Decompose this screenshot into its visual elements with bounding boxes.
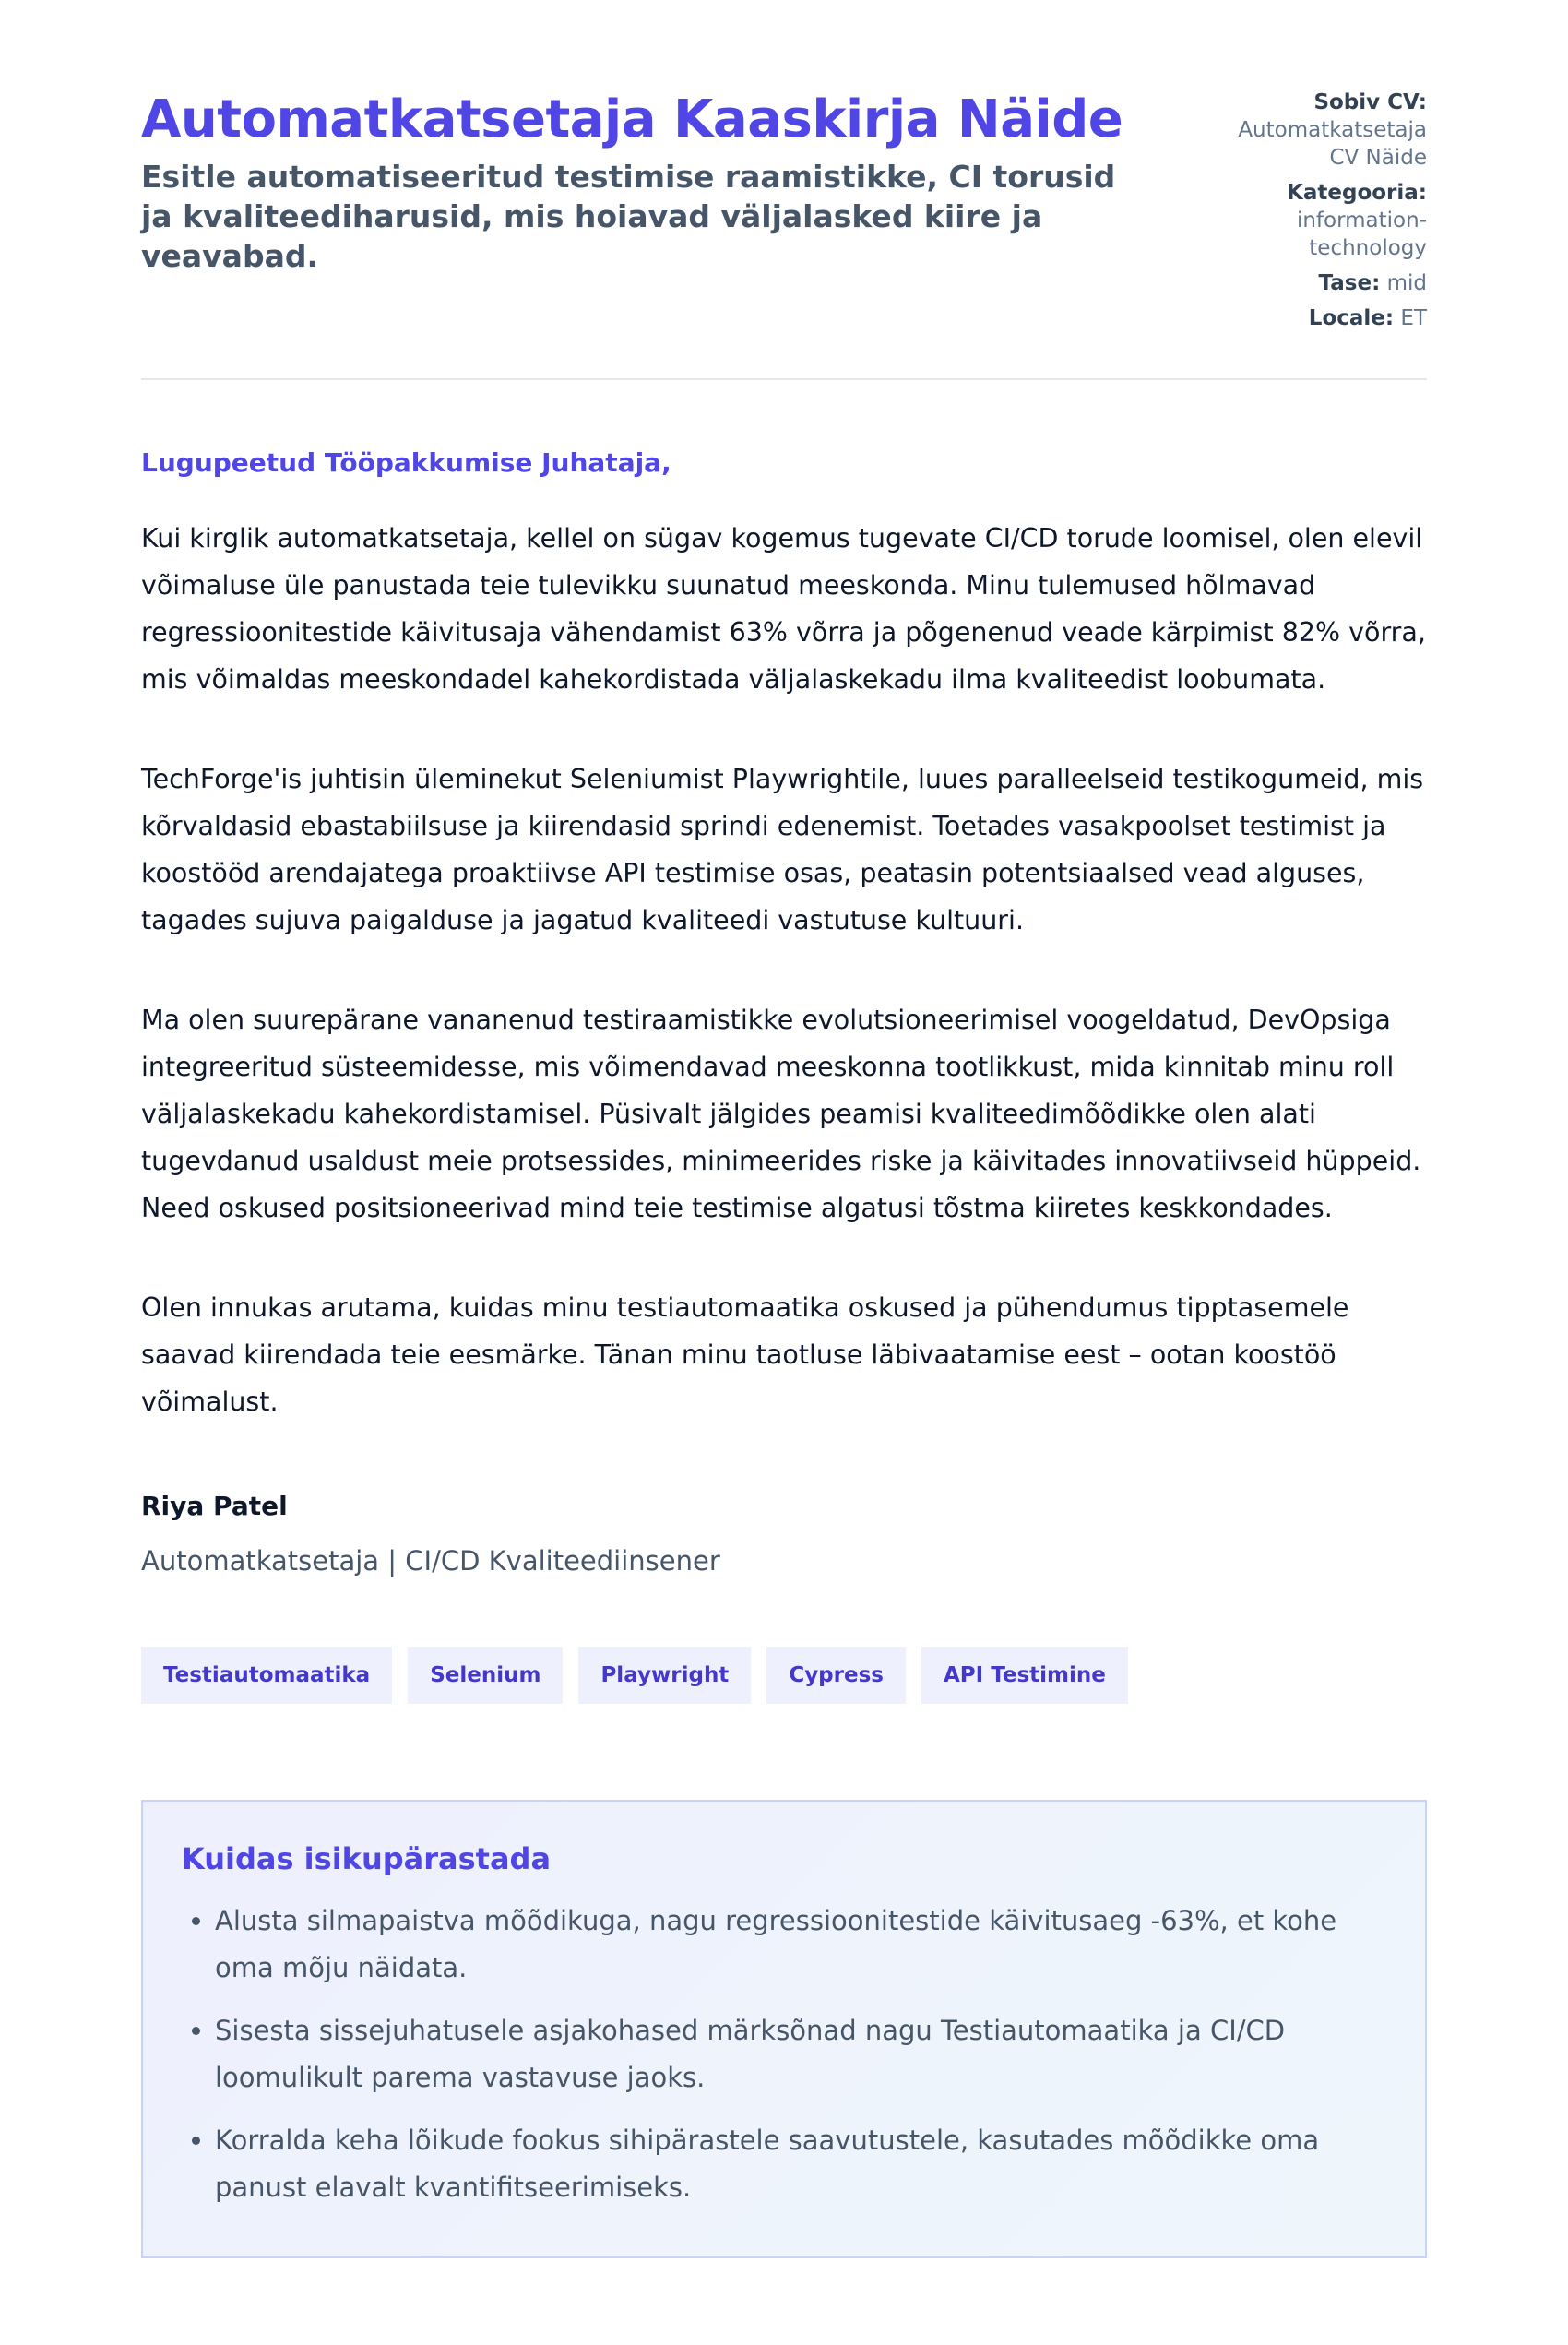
skill-tag: Testiautomaatika [141, 1647, 392, 1704]
page-title: Automatkatsetaja Kaaskirja Näide [141, 89, 1123, 149]
meta-category [1215, 179, 1427, 262]
meta-level-label: Tase: [1318, 271, 1381, 295]
meta-level [1215, 269, 1427, 297]
tips-list-item: • Korralda keha lõikude fookus sihipärastele saavutustele, kasutades mõõdikke oma panust elavalt kvantifitseerimiseks. [215, 2117, 1386, 2211]
signature-name: Riya Patel [141, 1491, 288, 1521]
letter-paragraphs [141, 515, 1427, 1425]
skill-tag: Playwright [578, 1647, 751, 1704]
personalization-tips-box [141, 1800, 1427, 2258]
tips-list-item: • Sisesta sissejuhatusele asjakohased märksõnad nagu Testiautomaatika ja CI/CD loomulikult parema vastavuse jaoks. [215, 2007, 1386, 2101]
signature-role: Automatkatsetaja | CI/CD Kvaliteediinsener [141, 1545, 720, 1577]
tips-list [182, 1898, 1386, 2211]
letter-paragraph: Kui kirglik automatkatsetaja, kellel on sügav kogemus tugevate CI/CD torude loomisel, olen elevil võimaluse üle panustada teie tulevikku suunatud meeskonda. Minu tulemused hõlmavad regressioonitestide käivitusaja vähendamist 63% võrra ja põgenenud veade kärpimist 82% võrra, mis võimaldas meeskondadel kahekordistada väljalaskekadu ilma kvaliteedist loobumata. [141, 523, 1426, 695]
letter-paragraph: Ma olen suurepärane vananenud testiraamistikke evolutsioneerimisel voogeldatud, DevOpsiga integreeritud süsteemidesse, mis võimendavad meeskonna tootlikkust, mida kinnitab minu roll väljalaskekadu kahekordistamisel. Püsivalt jälgides peamisi kvaliteedimõõdikke olen alati tugevdanud usaldust meie protsessides, minimeerides riske ja käivitades innovatiivseid hüppeid. Need oskused positsioneerivad mind teie testimise algatusi tõstma kiiretes keskkondades. [141, 1005, 1421, 1223]
salutation: Lugupeetud Tööpakkumise Juhataja, [141, 447, 671, 478]
letter-paragraph: TechForge'is juhtisin üleminekut Seleniumist Playwrightile, luues paralleelseid testikogumeid, mis kõrvaldasid ebastabiilsuse ja kiirendasid sprindi edenemist. Toetades vasakpoolset testimist ja koostööd arendajatega proaktiivse API testimise osas, peatasin potentsiaalsed vead alguses, tagades sujuva paigalduse ja jagatud kvaliteedi vastutuse kultuuri. [141, 764, 1424, 935]
skill-tag: API Testimine [921, 1647, 1128, 1704]
meta-locale-value: ET [1400, 306, 1427, 330]
page-subtitle: Esitle automatiseeritud testimise raamistikke, CI torusid ja kvaliteediharusid, mis hoiavad väljalasked kiire ja veavabad. [141, 159, 1116, 274]
meta-level-value: mid [1386, 271, 1427, 295]
skill-tags [141, 1647, 1427, 1704]
skill-tag: Selenium [408, 1647, 563, 1704]
meta-locale-label: Locale: [1308, 306, 1395, 330]
meta-category-label: Kategooria: [1287, 181, 1427, 205]
page-header [141, 0, 1427, 380]
meta-locale [1215, 304, 1427, 332]
meta-category-value: information-technology [1296, 208, 1427, 260]
meta-matching-cv-value: Automatkatsetaja CV Näide [1238, 118, 1427, 170]
letter-body [141, 446, 1427, 1578]
skill-tag: Cypress [766, 1647, 906, 1704]
tips-list-item: • Alusta silmapaistva mõõdikuga, nagu regressioonitestide käivitusaeg -63%, et kohe oma mõju näidata. [215, 1898, 1386, 1992]
meta-matching-cv-label: Sobiv CV: [1313, 90, 1427, 114]
letter-paragraph: Olen innukas arutama, kuidas minu testiautomaatika oskused ja pühendumus tipptasemele saavad kiirendada teie eesmärke. Tänan minu taotluse läbivaatamise eest – ootan koostöö võimalust. [141, 1292, 1349, 1417]
meta-panel [1215, 89, 1427, 339]
tips-title: Kuidas isikupärastada [182, 1841, 552, 1876]
meta-matching-cv [1215, 89, 1427, 172]
